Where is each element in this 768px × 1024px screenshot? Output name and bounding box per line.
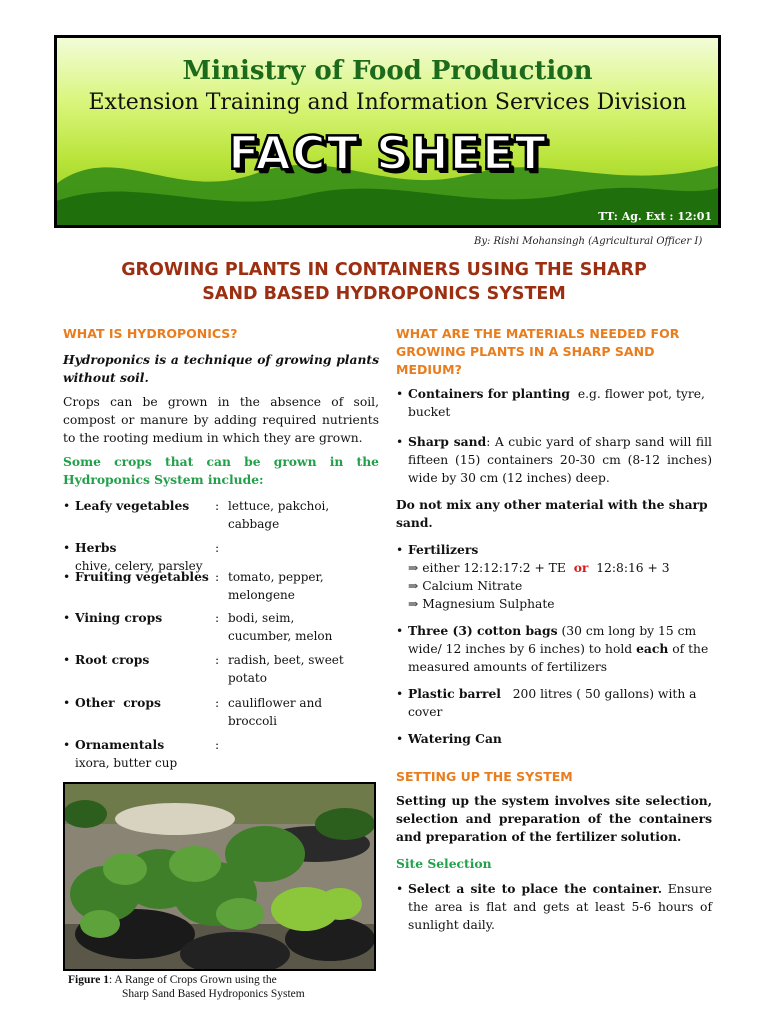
figure-caption-line-2: Sharp Sand Based Hydroponics System <box>122 988 305 1000</box>
bullet-icon: • <box>396 624 404 638</box>
fact-sheet-title: FACT SHEET <box>228 126 547 180</box>
fertilizer-calcium: Calcium Nitrate <box>422 579 523 593</box>
bullet-icon: • <box>396 543 404 557</box>
crop-name: Leafy vegetables <box>75 498 190 513</box>
item-sharp-sand <box>396 433 712 487</box>
crop-row-vining <box>63 609 379 651</box>
bullet-icon: • <box>63 570 71 584</box>
bullet-icon: • <box>396 387 404 401</box>
title-line-1: GROWING PLANTS IN CONTAINERS USING THE SHARP <box>121 260 647 280</box>
crop-row-fruiting <box>63 568 379 609</box>
colon: : <box>215 653 220 667</box>
reference-code: TT: Ag. Ext : 12:01 <box>598 210 712 223</box>
crop-name: Herbs <box>75 540 117 555</box>
site-selection-text: Ensure the area is flat and gets at least 5-6 hours of sunlight daily. <box>408 882 712 932</box>
crop-row-ornamentals <box>63 736 379 770</box>
site-selection-bold: Select a site to place the container. <box>408 881 663 896</box>
sand-label: Sharp sand <box>408 434 487 449</box>
bullet-icon: • <box>63 738 71 752</box>
figure-label: Figure 1 <box>68 974 109 986</box>
bullet-icon: • <box>63 541 71 555</box>
bullet-icon: • <box>63 611 71 625</box>
crop-name: Vining crops <box>75 610 163 625</box>
crop-items: lettuce, pakchoi, cabbage <box>228 499 330 531</box>
site-selection-heading: Site Selection <box>396 856 492 871</box>
fertilizers-label: Fertilizers <box>408 542 479 557</box>
bullet-icon: • <box>396 687 404 701</box>
crop-items: bodi, seim, cucumber, melon <box>228 611 333 643</box>
fertilizer-option-2 <box>396 577 712 595</box>
bullet-icon: • <box>396 732 404 746</box>
materials-heading: WHAT ARE THE MATERIALS NEEDED FOR GROWING PLANTS IN A SHARP SAND MEDIUM? <box>396 326 680 377</box>
bags-end: of the measured amounts of fertilizers <box>408 642 709 674</box>
sand-text: : A cubic yard of sharp sand will fill fifteen (15) containers 20-30 cm (8-12 inches) wide by 30 cm (12 inches) deep. <box>408 435 712 485</box>
colon: : <box>215 738 220 752</box>
crop-row-root <box>63 651 379 694</box>
colon: : <box>215 499 220 513</box>
fertilizer-magnesium: Magnesium Sulphate <box>422 597 555 611</box>
colon: : <box>215 611 220 625</box>
item-plastic-barrel <box>396 685 712 721</box>
crop-items: ixora, butter cup <box>75 756 178 770</box>
item-fertilizers <box>396 541 712 559</box>
crop-items: chive, celery, parsley <box>75 559 203 573</box>
item-cotton-bags <box>396 622 712 676</box>
item-containers <box>396 385 712 421</box>
figure-caption <box>68 973 368 1001</box>
crop-name: Fruiting vegetables <box>75 569 209 584</box>
setup-text: Setting up the system involves site selection, selection and preparation of the containers and preparation of the fertilizer solution. <box>396 793 712 844</box>
hydroponics-paragraph: Crops can be grown in the absence of soil, compost or manure by adding required nutrients to the rooting medium in which they are grown. <box>63 395 379 445</box>
bullet-icon: • <box>396 435 404 449</box>
colon: : <box>215 570 220 584</box>
crop-items: tomato, pepper, melongene <box>228 570 324 602</box>
title-line-2: SAND BASED HYDROPONICS SYSTEM <box>202 284 566 304</box>
fertilizer-option-a: either 12:12:17:2 + TE <box>422 561 566 575</box>
crop-list <box>63 497 379 770</box>
barrel-label: Plastic barrel <box>408 686 501 701</box>
ministry-name: Ministry of Food Production <box>182 56 593 86</box>
colon: : <box>215 696 220 710</box>
bags-each: each <box>636 641 669 656</box>
bullet-icon: • <box>396 882 404 896</box>
bags-label: Three (3) cotton bags <box>408 623 558 638</box>
item-site-selection <box>396 880 712 934</box>
crop-row-other <box>63 694 379 736</box>
arrow-icon: ⇒ <box>408 561 419 575</box>
document-title <box>40 258 728 306</box>
arrow-icon: ⇒ <box>408 579 419 593</box>
hydroponics-heading: WHAT IS HYDROPONICS? <box>63 326 238 341</box>
bullet-icon: • <box>63 499 71 513</box>
crops-intro: Some crops that can be grown in the Hydroponics System include: <box>63 454 379 487</box>
fertilizer-option-3 <box>396 595 712 613</box>
crop-row-leafy <box>63 497 379 539</box>
hydroponics-definition: Hydroponics is a technique of growing plants without soil. <box>63 352 379 385</box>
right-column <box>396 325 712 934</box>
barrel-text: 200 litres ( 50 gallons) with a cover <box>408 687 697 719</box>
containers-text: e.g. flower pot, tyre, bucket <box>408 387 705 419</box>
crop-items: radish, beet, sweet potato <box>228 653 344 685</box>
author-byline: By: Rishi Mohansingh (Agricultural Officer I) <box>474 236 703 247</box>
division-name: Extension Training and Information Services Division <box>88 90 687 115</box>
bags-text: (30 cm long by 15 cm wide/ 12 inches by 6 inches) to hold <box>408 624 697 656</box>
arrow-icon: ⇒ <box>408 597 419 611</box>
setup-heading: SETTING UP THE SYSTEM <box>396 769 573 784</box>
fact-sheet-banner <box>54 35 721 228</box>
crops-photo-illustration <box>65 784 376 971</box>
figure-caption-line-1: : A Range of Crops Grown using the <box>109 974 277 986</box>
item-watering-can <box>396 730 712 748</box>
crop-items: cauliflower and broccoli <box>228 696 322 728</box>
crop-name: Other crops <box>75 695 161 710</box>
fertilizer-option-1 <box>396 559 712 577</box>
crop-row-herbs <box>63 539 379 573</box>
watering-label: Watering Can <box>408 731 502 746</box>
bullet-icon: • <box>63 653 71 667</box>
crop-name: Root crops <box>75 652 150 667</box>
fertilizer-or: or <box>573 560 589 575</box>
colon: : <box>215 541 220 555</box>
no-mix-note: Do not mix any other material with the sharp sand. <box>396 497 708 530</box>
bullet-icon: • <box>63 696 71 710</box>
crops-photo <box>63 782 376 971</box>
containers-label: Containers for planting <box>408 386 571 401</box>
fertilizer-option-b: 12:8:16 + 3 <box>596 561 670 575</box>
left-column <box>63 325 379 770</box>
crop-name: Ornamentals <box>75 737 165 752</box>
